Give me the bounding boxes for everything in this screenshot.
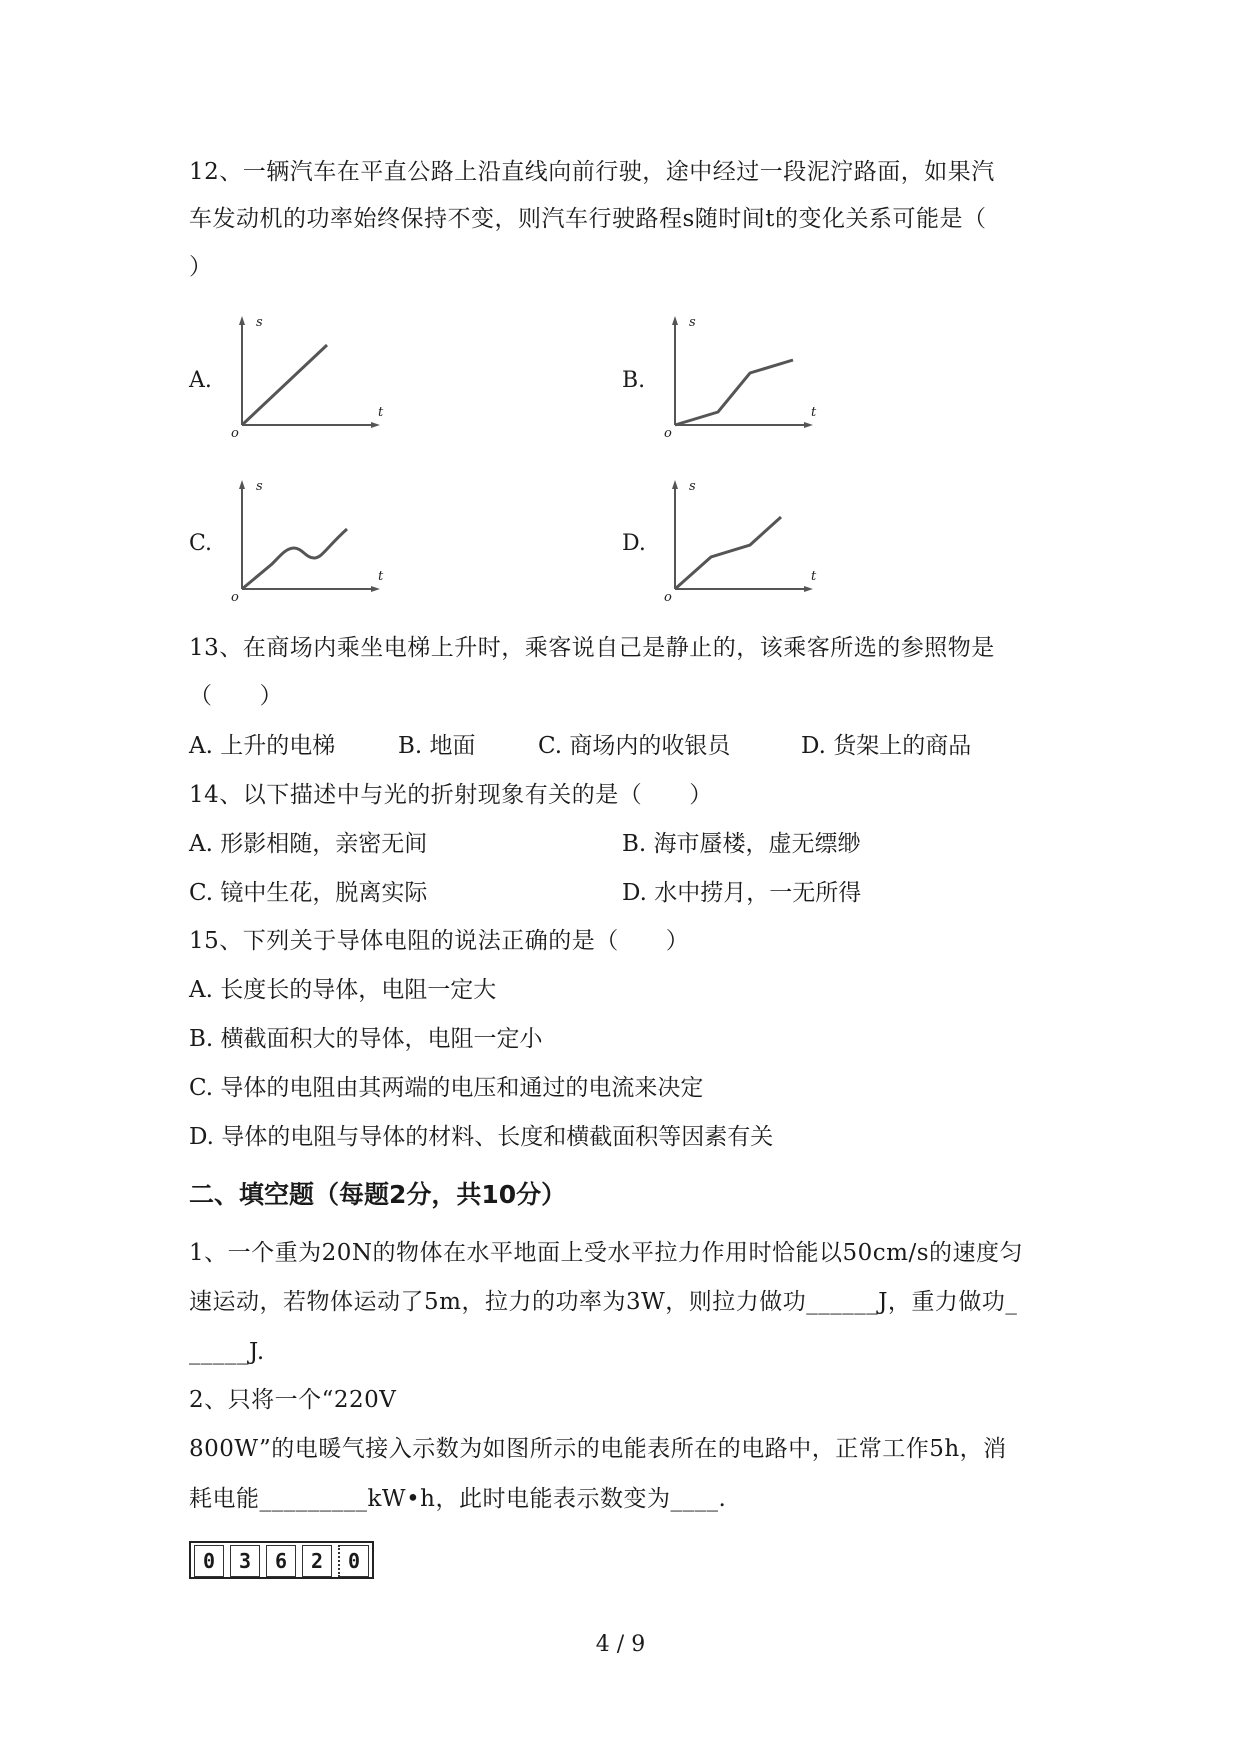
graph-a-origin-label: o: [231, 426, 239, 441]
q14-line-1: 14、以下描述中与光的折射现象有关的是（ ）: [189, 782, 713, 808]
section-2-heading: 二、填空题（每题2分，共10分）: [189, 1180, 567, 1209]
meter-digit-4: 2: [302, 1545, 332, 1577]
q15-option-c: C. 导体的电阻由其两端的电压和通过的电流来决定: [189, 1075, 704, 1101]
meter-digit-3: 6: [266, 1545, 296, 1577]
q12-line-2: 车发动机的功率始终保持不变，则汽车行驶路程s随时间t的变化关系可能是（: [189, 206, 987, 232]
graph-c-x-label: t: [378, 569, 384, 584]
graph-b-origin-label: o: [664, 426, 672, 441]
q14-option-a: A. 形影相随，亲密无间: [189, 831, 428, 857]
graph-c-y-label: s: [256, 479, 263, 494]
graph-a-y-label: s: [256, 315, 263, 330]
f1-line-2: 速运动，若物体运动了5m，拉力的功率为3W，则拉力做功______J，重力做功_: [189, 1289, 1018, 1315]
q12-graph-c: [222, 476, 387, 606]
page-number: 4 / 9: [595, 1632, 646, 1657]
electric-meter-display: [189, 1541, 374, 1579]
meter-digit-1: 0: [194, 1545, 224, 1577]
q12-line-3: ）: [189, 254, 213, 280]
graph-d-x-label: t: [811, 569, 817, 584]
q15-option-b: B. 横截面积大的导体，电阻一定小: [189, 1026, 543, 1052]
q12-option-a-label: A.: [189, 368, 212, 393]
q12-option-b-label: B.: [622, 368, 646, 393]
meter-digit-2: 3: [230, 1545, 260, 1577]
f1-line-1: 1、一个重为20N的物体在水平地面上受水平拉力作用时恰能以50cm/s的速度匀: [189, 1240, 1024, 1266]
q13-option-a: A. 上升的电梯: [189, 733, 336, 759]
graph-d-y-label: s: [689, 479, 696, 494]
q12-graph-a: [222, 312, 387, 442]
graph-a-x-label: t: [378, 405, 384, 420]
q12-option-c-label: C.: [189, 531, 213, 556]
graph-c-origin-label: o: [231, 590, 239, 605]
q13-option-d: D. 货架上的商品: [801, 733, 972, 759]
q13-line-2: （ ）: [189, 683, 283, 709]
q14-option-d: D. 水中捞月，一无所得: [622, 880, 862, 906]
q13-line-1: 13、在商场内乘坐电梯上升时，乘客说自己是静止的，该乘客所选的参照物是: [189, 635, 995, 661]
meter-digit-5: 0: [338, 1545, 369, 1577]
q15-line-1: 15、下列关于导体电阻的说法正确的是（ ）: [189, 928, 690, 954]
q12-graph-d: [655, 476, 820, 606]
graph-b-x-label: t: [811, 405, 817, 420]
graph-d-origin-label: o: [664, 590, 672, 605]
f2-line-1: 2、只将一个“220V: [189, 1387, 397, 1413]
q15-option-a: A. 长度长的导体，电阻一定大: [189, 977, 497, 1003]
q12-line-1: 12、一辆汽车在平直公路上沿直线向前行驶，途中经过一段泥泞路面，如果汽: [189, 159, 995, 185]
f1-line-3: _____J.: [189, 1339, 265, 1365]
q14-option-c: C. 镜中生花，脱离实际: [189, 880, 428, 906]
f2-line-2: 800W”的电暖气接入示数为如图所示的电能表所在的电路中，正常工作5h，消: [189, 1436, 1007, 1462]
q13-option-c: C. 商场内的收银员: [538, 733, 731, 759]
f2-line-3: 耗电能_________kW•h，此时电能表示数变为____.: [189, 1486, 727, 1512]
graph-b-y-label: s: [689, 315, 696, 330]
q12-option-d-label: D.: [622, 531, 646, 556]
q12-graph-b: [655, 312, 820, 442]
q13-option-b: B. 地面: [398, 733, 476, 759]
q15-option-d: D. 导体的电阻与导体的材料、长度和横截面积等因素有关: [189, 1124, 774, 1150]
q14-option-b: B. 海市蜃楼，虚无缥缈: [622, 831, 861, 857]
